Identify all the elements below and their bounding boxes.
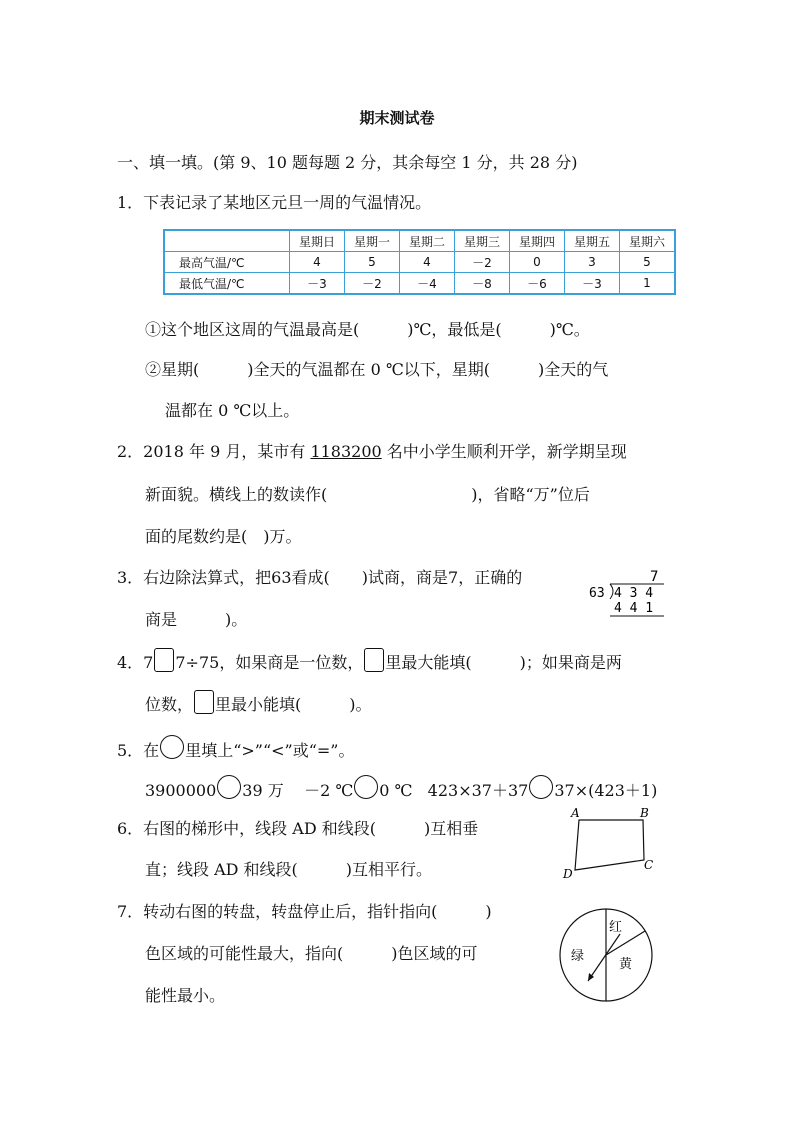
spinner-diagram (558, 904, 654, 1006)
q5-compare-right: 39 万 (242, 781, 284, 800)
q7-line3: 能性最小。 (145, 986, 226, 1005)
vertex-label-a: A (571, 806, 580, 820)
q4-text: 里最大能填( )；如果商是两 (385, 653, 622, 672)
table-row (164, 273, 675, 295)
q4-line1 (117, 648, 622, 673)
q7-line1: 7．转动右图的转盘，转盘停止后，指针指向( ) (117, 902, 492, 921)
table-header-cell: 星期三 (455, 230, 510, 252)
q5-compare-left: 423×37＋37 (427, 781, 529, 800)
q5-line1 (117, 735, 355, 761)
blank-box[interactable] (154, 648, 174, 672)
table-cell: 5 (345, 252, 400, 273)
q3-line2: 商是 )。 (145, 610, 248, 629)
table-cell: 最低气温/℃ (164, 273, 290, 295)
q4-text: 位数， (145, 695, 194, 714)
blank-circle[interactable] (354, 775, 378, 799)
q2-line2: 新面貌。横线上的数读作( )，省略“万”位后 (145, 485, 590, 504)
table-header-cell: 星期二 (400, 230, 455, 252)
q5-compare-right: 0 ℃ (379, 781, 413, 800)
q5-compare-left: －2 ℃ (304, 781, 354, 800)
sector-label-yellow: 黄 (619, 957, 633, 972)
q5-text: 5．在 (117, 741, 160, 760)
table-cell: 4 (400, 252, 455, 273)
blank-circle[interactable] (160, 735, 184, 759)
blank-box[interactable] (194, 690, 214, 714)
table-cell: 0 (510, 252, 565, 273)
trapezoid-diagram (560, 803, 660, 883)
blank-box[interactable] (364, 648, 384, 672)
q4-text: 里最小能填( )。 (215, 695, 372, 714)
division-product: 4 4 1 (614, 601, 654, 616)
q4-text: 7÷75，如果商是一位数， (175, 653, 364, 672)
table-cell: －6 (510, 273, 565, 295)
q5-text: 里填上“>”“<”或“=”。 (185, 741, 355, 760)
table-cell: －8 (455, 273, 510, 295)
table-cell: －2 (345, 273, 400, 295)
division-bracket (610, 584, 613, 599)
table-cell: 最高气温/℃ (164, 252, 290, 273)
table-cell: －2 (455, 252, 510, 273)
q4-text: 4．7 (117, 653, 154, 672)
q2-line3: 面的尾数约是( )万。 (145, 527, 302, 546)
q6-line2: 直；线段 AD 和线段( )互相平行。 (145, 860, 433, 879)
table-header-cell (164, 230, 290, 252)
table-header-cell: 星期六 (620, 230, 676, 252)
q2-pre: 2．2018 年 9 月，某市有 (117, 442, 311, 461)
section-heading: 一、填一填。(第 9、10 题每题 2 分，其余每空 1 分，共 28 分) (117, 153, 578, 172)
q5-line2 (145, 775, 657, 801)
table-cell: 4 (290, 252, 345, 273)
table-header-cell: 星期四 (510, 230, 565, 252)
table-cell: －3 (565, 273, 620, 295)
q2-post: 名中小学生顺利开学，新学期呈现 (381, 442, 627, 461)
vertex-label-d: D (563, 867, 573, 881)
sector-label-green: 绿 (571, 949, 585, 964)
table-cell: －3 (290, 273, 345, 295)
sector-label-red: 红 (609, 920, 623, 935)
q1-intro: 1．下表记录了某地区元旦一周的气温情况。 (117, 193, 432, 212)
division-divisor: 63 (589, 586, 605, 601)
table-cell: －4 (400, 273, 455, 295)
spinner-pointer (588, 934, 620, 981)
blank-circle[interactable] (529, 775, 553, 799)
table-header-row (164, 230, 675, 252)
q3-line1: 3．右边除法算式，把63看成( )试商，商是7，正确的 (117, 568, 523, 587)
q1-part-b-line1: ②星期( )全天的气温都在 0 ℃以下，星期( )全天的气 (145, 360, 609, 379)
vertex-label-b: B (640, 806, 649, 820)
table-cell: 1 (620, 273, 676, 295)
table-cell: 3 (565, 252, 620, 273)
page-title: 期末测试卷 (359, 109, 435, 127)
table-row (164, 252, 675, 273)
q6-line1: 6．右图的梯形中，线段 AD 和线段( )互相垂 (117, 819, 479, 838)
q1-part-a: ①这个地区这周的气温最高是( )℃，最低是( )℃。 (145, 320, 590, 339)
division-dividend: 4 3 4 (614, 586, 654, 601)
table-header-cell: 星期五 (565, 230, 620, 252)
trapezoid-shape (575, 820, 644, 870)
q7-line2: 色区域的可能性最大，指向( )色区域的可 (145, 944, 478, 963)
q2-underlined-number: 1183200 (310, 442, 382, 461)
blank-circle[interactable] (217, 775, 241, 799)
long-division-diagram (586, 565, 671, 623)
q1-part-b-line2: 温都在 0 ℃以上。 (165, 401, 300, 420)
q5-compare-left: 3900000 (145, 781, 217, 800)
table-cell: 5 (620, 252, 676, 273)
table-header-cell: 星期日 (290, 230, 345, 252)
q5-compare-right: 37×(423＋1) (554, 781, 658, 800)
vertex-label-c: C (644, 858, 654, 872)
division-quotient: 7 (650, 569, 659, 585)
temperature-table (163, 229, 676, 295)
table-header-cell: 星期一 (345, 230, 400, 252)
q4-line2 (145, 690, 372, 715)
q2-line1 (117, 439, 627, 462)
